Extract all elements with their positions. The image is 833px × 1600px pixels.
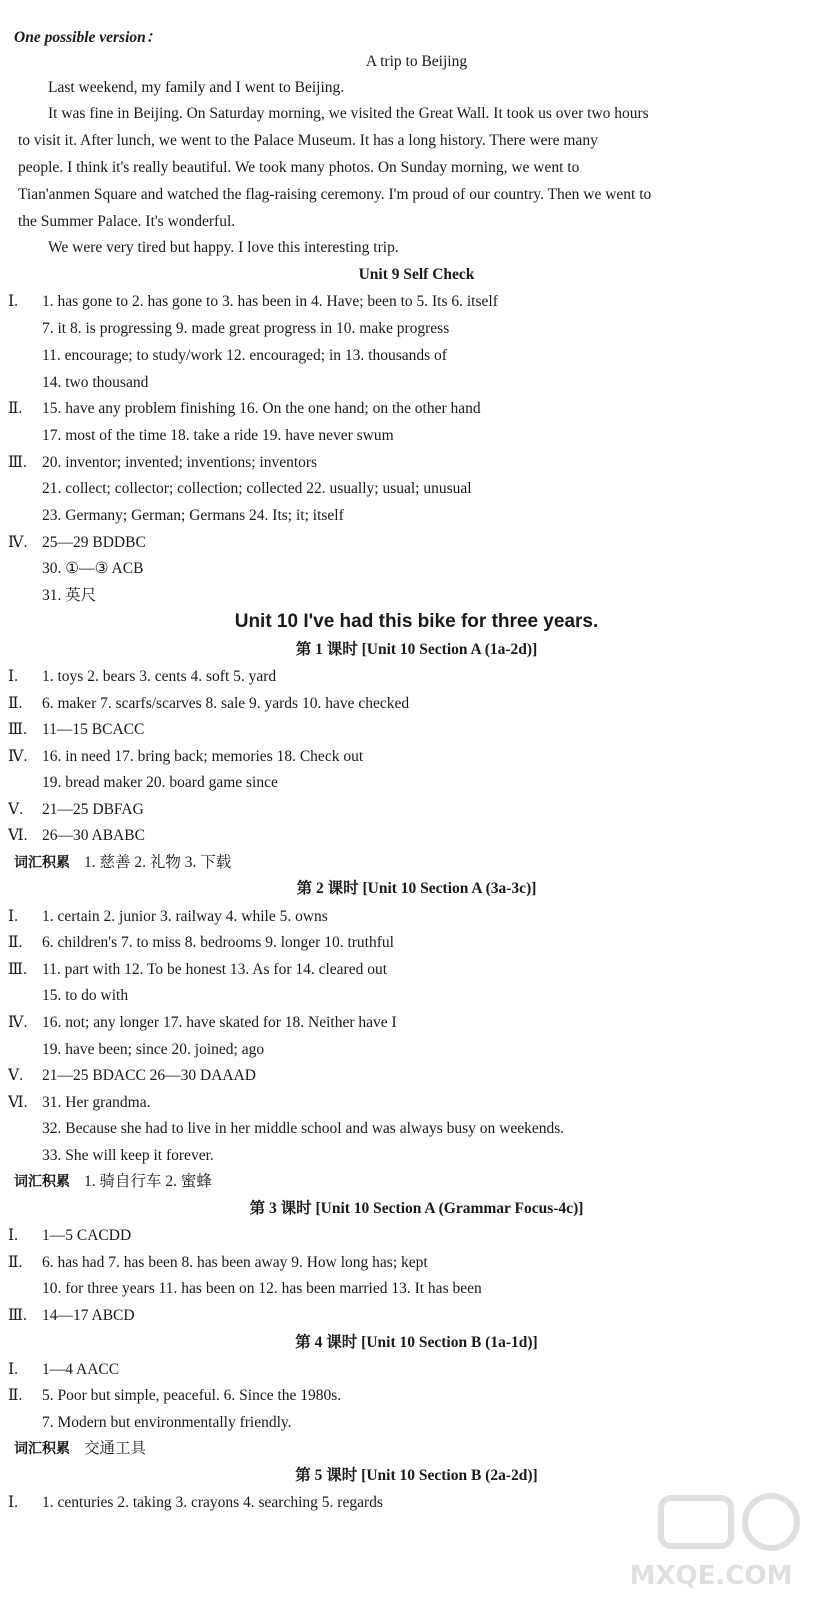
answer-line: Ⅰ. 1—4 AACC bbox=[8, 1361, 120, 1378]
answer-line: 11. encourage; to study/work 12. encouraged; in 13. thousands of bbox=[42, 347, 447, 364]
essay-line: people. I think it's really beautiful. We took many photos. On Sunday morning, we went to bbox=[18, 159, 580, 176]
essay-line: Last weekend, my family and I went to Beijing. bbox=[48, 79, 345, 96]
answer-line: Ⅱ. 6. maker 7. scarfs/scarves 8. sale 9. yards 10. have checked bbox=[8, 695, 410, 712]
answer-line: Ⅰ. 1. has gone to 2. has gone to 3. has been in 4. Have; been to 5. Its 6. itself bbox=[8, 293, 498, 310]
answer-line: 33. She will keep it forever. bbox=[42, 1147, 214, 1164]
vocab-line: 词汇积累 1. 慈善 2. 礼物 3. 下载 bbox=[14, 854, 232, 871]
answer-line: Ⅳ. 16. in need 17. bring back; memories 18. Check out bbox=[8, 748, 364, 765]
answer-line: 15. to do with bbox=[42, 987, 129, 1004]
answer-line: 10. for three years 11. has been on 12. has been married 13. It has been bbox=[42, 1280, 482, 1297]
answer-line: 21. collect; collector; collection; collected 22. usually; usual; unusual bbox=[42, 480, 472, 497]
answer-line: Ⅵ. 26—30 ABABC bbox=[8, 827, 145, 844]
answer-line: Ⅰ. 1—5 CACDD bbox=[8, 1227, 132, 1244]
answer-line: Ⅰ. 1. centuries 2. taking 3. crayons 4. searching 5. regards bbox=[8, 1494, 383, 1511]
answer-line: 7. Modern but environmentally friendly. bbox=[42, 1414, 292, 1431]
answer-line: Ⅳ. 16. not; any longer 17. have skated for 18. Neither have I bbox=[8, 1014, 397, 1031]
answer-line: Ⅲ. 14—17 ABCD bbox=[8, 1307, 135, 1324]
answer-line: 32. Because she had to live in her middle school and was always busy on weekends. bbox=[42, 1120, 565, 1137]
essay-line: We were very tired but happy. I love this interesting trip. bbox=[48, 239, 399, 256]
watermark-logo-icon bbox=[601, 1484, 821, 1594]
answer-line: Ⅱ. 6. has had 7. has been 8. has been away 9. How long has; kept bbox=[8, 1254, 428, 1271]
answer-line: Ⅲ. 11—15 BCACC bbox=[8, 721, 145, 738]
lesson3-title: 第 3 课时 [Unit 10 Section A (Grammar Focus-4c)] bbox=[249, 1200, 584, 1217]
watermark-text: MXQE.COM bbox=[629, 1561, 793, 1591]
answer-line: 31. 英尺 bbox=[42, 587, 97, 604]
essay-line: Tian'anmen Square and watched the flag-raising ceremony. I'm proud of our country. Then we went to bbox=[18, 186, 652, 203]
answer-line: Ⅴ. 21—25 BDACC 26—30 DAAAD bbox=[8, 1067, 256, 1084]
essay-line: the Summer Palace. It's wonderful. bbox=[18, 213, 236, 230]
lesson5-title: 第 5 课时 [Unit 10 Section B (2a-2d)] bbox=[295, 1467, 538, 1484]
answer-line: Ⅴ. 21—25 DBFAG bbox=[8, 801, 144, 818]
answer-line: Ⅱ. 6. children's 7. to miss 8. bedrooms 9. longer 10. truthful bbox=[8, 934, 394, 951]
answer-line: Ⅳ. 25—29 BDDBC bbox=[8, 534, 146, 551]
vocab-line: 词汇积累 1. 骑自行车 2. 蜜蜂 bbox=[14, 1173, 212, 1190]
answer-line: Ⅰ. 1. certain 2. junior 3. railway 4. while 5. owns bbox=[8, 908, 328, 925]
answer-line: 14. two thousand bbox=[42, 374, 149, 391]
header-label: One possible version： bbox=[14, 29, 162, 46]
answer-line: 23. Germany; German; Germans 24. Its; it; itself bbox=[42, 507, 344, 524]
answer-line: 19. have been; since 20. joined; ago bbox=[42, 1041, 265, 1058]
section-title-unit9: Unit 9 Self Check bbox=[358, 266, 475, 283]
vocab-line: 词汇积累 交通工具 bbox=[14, 1440, 147, 1457]
answer-line: 7. it 8. is progressing 9. made great progress in 10. make progress bbox=[42, 320, 450, 337]
lesson4-title: 第 4 课时 [Unit 10 Section B (1a-1d)] bbox=[295, 1334, 538, 1351]
answer-line: 30. ①—③ ACB bbox=[42, 560, 144, 577]
essay-line: to visit it. After lunch, we went to the Palace Museum. It has a long history. There were many bbox=[18, 132, 598, 149]
answer-line: Ⅰ. 1. toys 2. bears 3. cents 4. soft 5. yard bbox=[8, 668, 277, 685]
lesson2-title: 第 2 课时 [Unit 10 Section A (3a-3c)] bbox=[296, 880, 537, 897]
answer-line: Ⅲ. 11. part with 12. To be honest 13. As for 14. cleared out bbox=[8, 961, 388, 978]
lesson1-title: 第 1 课时 [Unit 10 Section A (1a-2d)] bbox=[295, 641, 538, 658]
essay-title: A trip to Beijing bbox=[365, 53, 468, 70]
answer-line: 17. most of the time 18. take a ride 19. have never swum bbox=[42, 427, 394, 444]
answer-line: Ⅱ. 5. Poor but simple, peaceful. 6. Since the 1980s. bbox=[8, 1387, 342, 1404]
essay-line: It was fine in Beijing. On Saturday morning, we visited the Great Wall. It took us over two hours bbox=[48, 105, 649, 122]
answer-line: Ⅱ. 15. have any problem finishing 16. On the one hand; on the other hand bbox=[8, 400, 481, 417]
answer-line: Ⅵ. 31. Her grandma. bbox=[8, 1094, 151, 1111]
unit10-title: Unit 10 I've had this bike for three years. bbox=[234, 611, 599, 632]
answer-line: 19. bread maker 20. board game since bbox=[42, 774, 278, 791]
answer-line: Ⅲ. 20. inventor; invented; inventions; inventors bbox=[8, 454, 318, 471]
